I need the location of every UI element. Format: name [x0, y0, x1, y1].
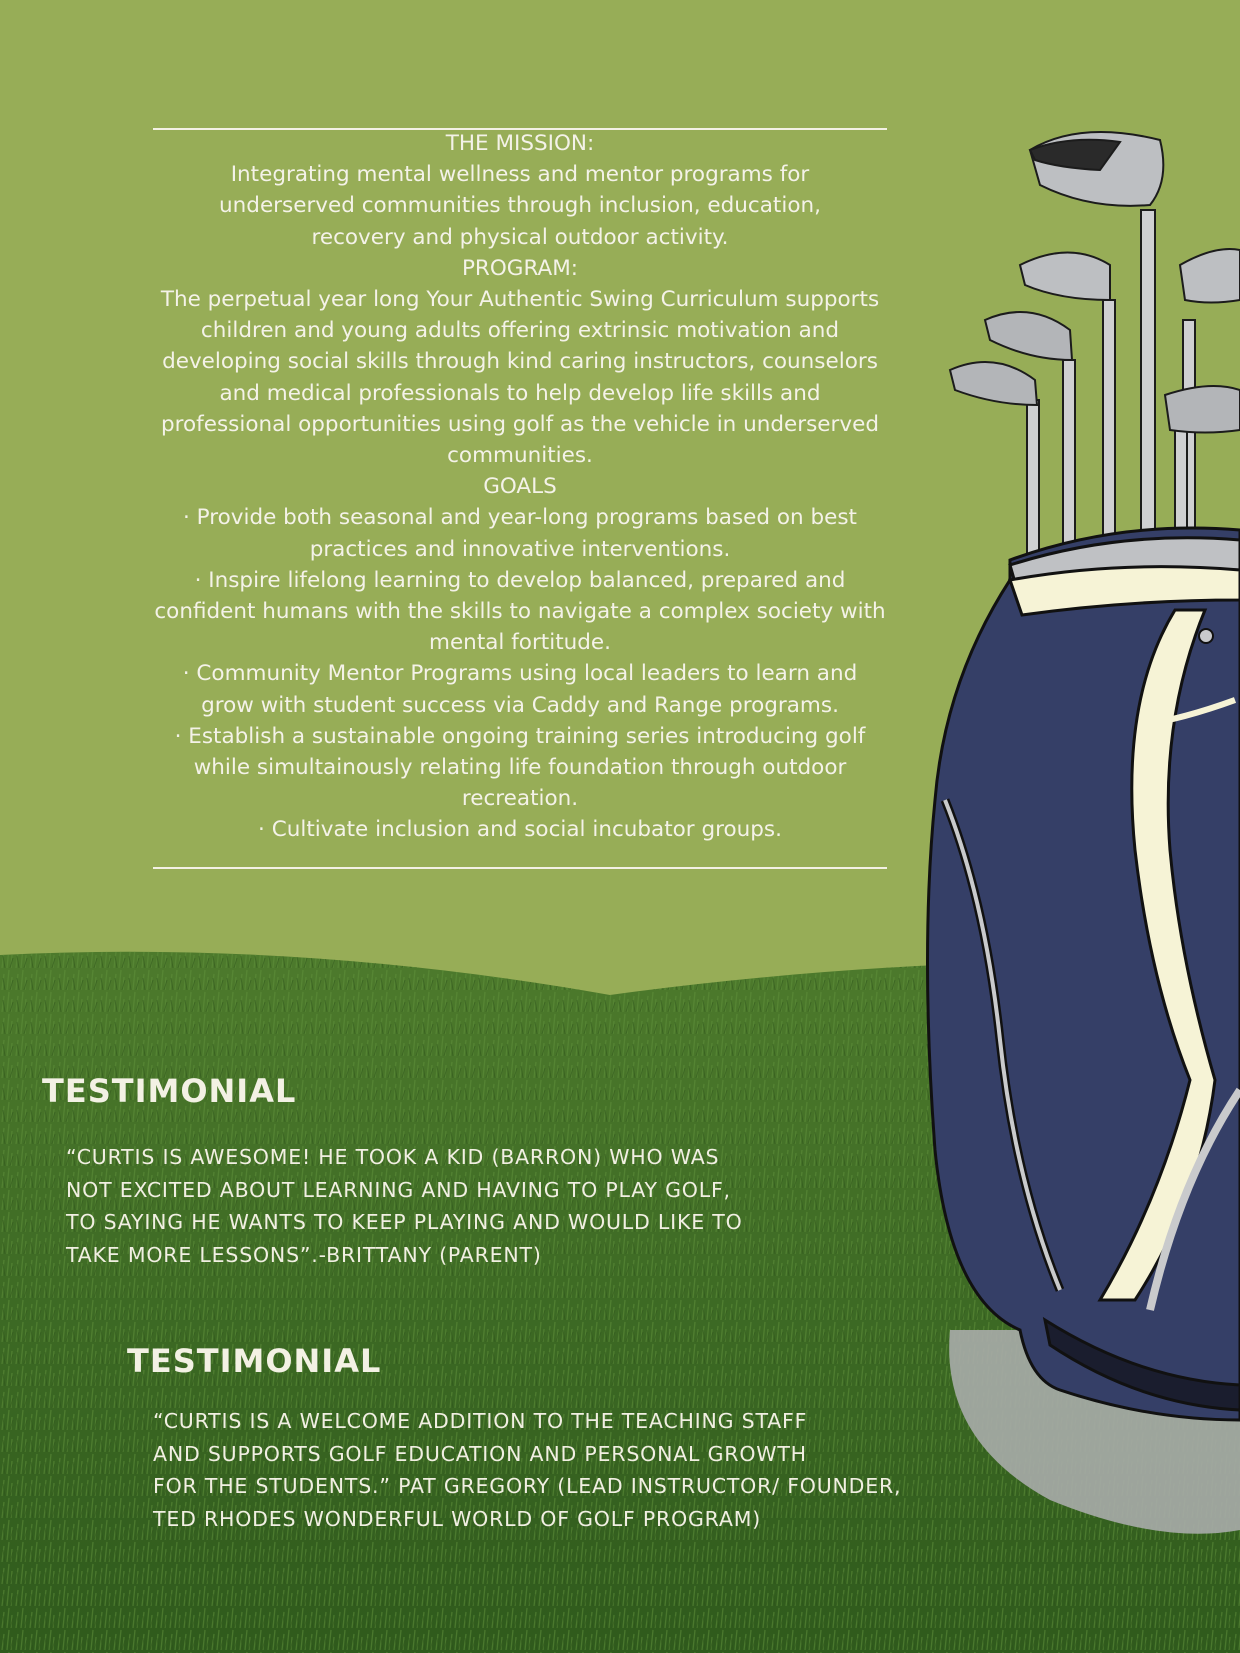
goal-item: · Inspire lifelong learning to develop balanced, prepared and confident humans with the skills to navigate a complex society with mental fortitude.	[154, 567, 886, 656]
mission-text: Integrating mental wellness and mentor programs for underserved communities through inclusion, education, recovery and physical outdoor activity.	[219, 162, 821, 250]
mission-section	[140, 128, 900, 846]
testimonial-quote: “CURTIS IS A WELCOME ADDITION TO THE TEACHING STAFF AND SUPPORTS GOLF EDUCATION AND PERSONAL GROWTH FOR THE STUDENTS.” PAT GREGORY (LEAD INSTRUCTOR/ FOUNDER, TED RHODES WONDERFUL WORLD OF GOLF PROGRAM)	[153, 1409, 902, 1531]
program-text: The perpetual year long Your Authentic Swing Curriculum supports children and young adults offering extrinsic motivation and developing social skills through kind caring instructors, counselors and medical professionals to help develop life skills and professional opportunities using golf as the vehicle in underserved communities.	[160, 287, 880, 469]
goal-item: · Cultivate inclusion and social incubator groups.	[258, 817, 782, 843]
mission-heading: THE MISSION:	[445, 131, 595, 156]
golf-bag-illustration	[928, 528, 1240, 1420]
goal-item: · Community Mentor Programs using local leaders to learn and grow with student success via Caddy and Range programs.	[182, 661, 858, 718]
testimonial-heading: TESTIMONIAL	[42, 1072, 297, 1110]
goals-heading: GOALS	[483, 474, 557, 500]
program-heading: PROGRAM:	[461, 255, 579, 281]
goal-item: · Provide both seasonal and year-long programs based on best practices and innovative interventions.	[183, 505, 857, 562]
goal-item: · Establish a sustainable ongoing training series introducing golf while simultainously relating life foundation through outdoor recreation.	[174, 723, 866, 812]
golf-club-icon	[950, 132, 1240, 590]
testimonial-quote: “CURTIS IS AWESOME! HE TOOK A KID (BARRON) WHO WAS NOT EXCITED ABOUT LEARNING AND HAVING TO PLAY GOLF, TO SAYING HE WANTS TO KEEP PLAYING AND WOULD LIKE TO TAKE MORE LESSONS”.-BRITTANY (PARENT)	[66, 1145, 743, 1267]
testimonial-heading: TESTIMONIAL	[127, 1342, 382, 1380]
bottom-divider	[153, 867, 887, 869]
